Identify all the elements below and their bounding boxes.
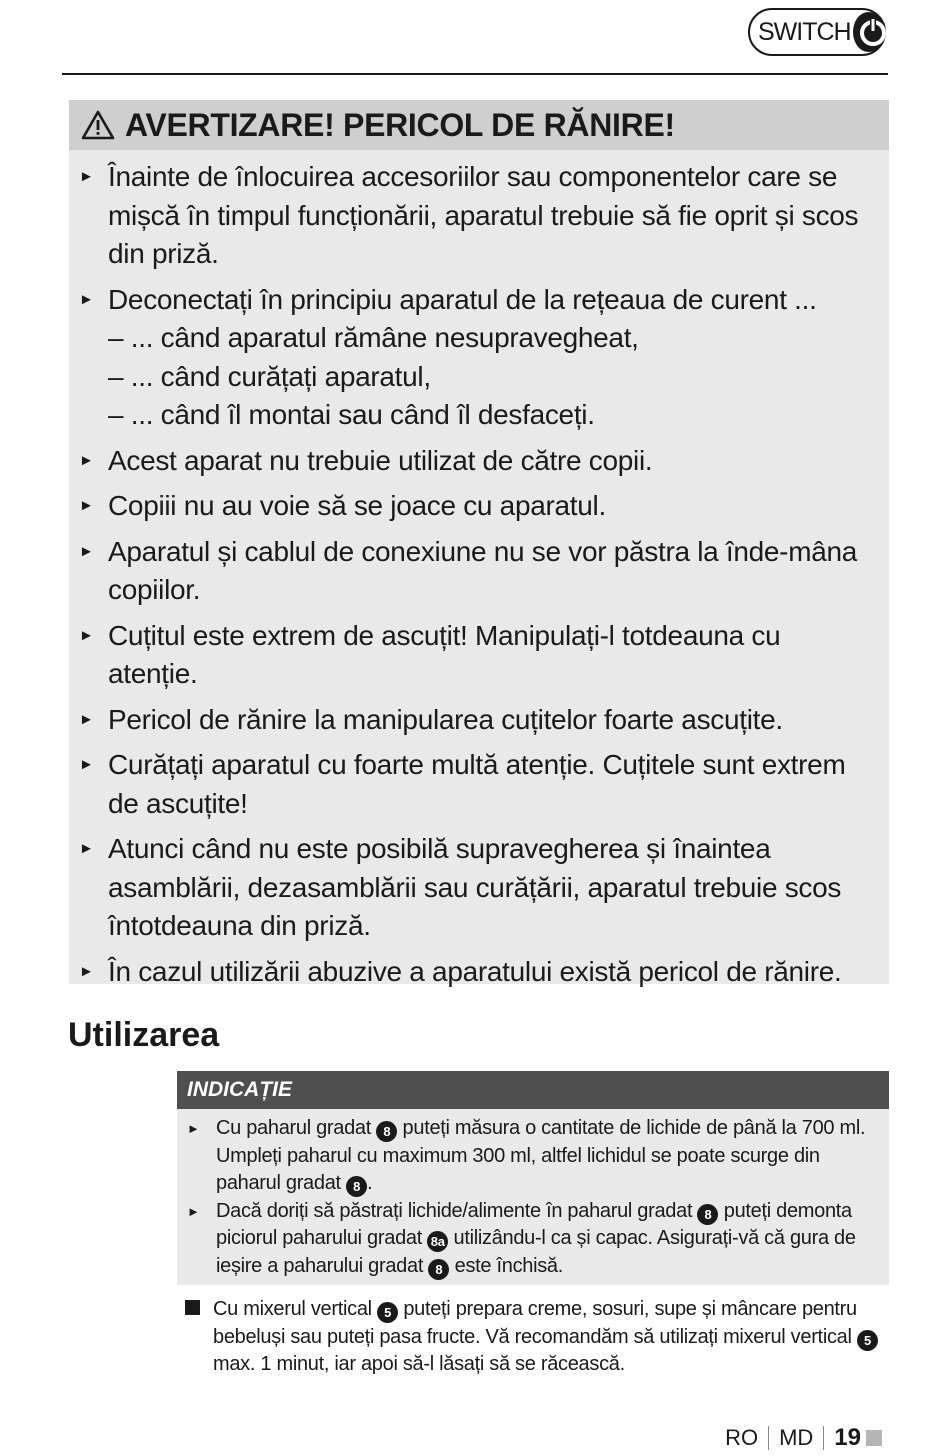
warning-box: [69, 100, 889, 987]
body-paragraph: Cu mixerul vertical 5 puteți prepara creme, sosuri, supe și mâncare pentru bebeluși sau puteți pasa fructe. Vă recomandăm să utilizați mixerul vertical 5 max. 1 minut, iar apoi să-l lăsați să se răcească.: [185, 1296, 918, 1379]
part-number-badge: 5: [377, 1302, 398, 1323]
warning-item: ► Pericol de rănire la manipularea cuțitelor foarte ascuțite.: [79, 701, 871, 740]
warning-header: [69, 100, 889, 150]
arrow-bullet-icon: ►: [79, 542, 94, 560]
square-bullet-icon: [185, 1300, 200, 1315]
warning-subitem: – ... când aparatul rămâne nesupravegheat,: [108, 322, 639, 353]
footer-divider: [823, 1426, 824, 1450]
arrow-bullet-icon: ►: [79, 168, 94, 185]
warning-title: AVERTIZARE! PERICOL DE RĂNIRE!: [125, 106, 675, 143]
warning-triangle-icon: [81, 110, 115, 140]
part-number-badge: 8: [428, 1259, 449, 1280]
arrow-bullet-icon: ►: [79, 497, 94, 514]
footer-divider: [768, 1426, 769, 1450]
logo-text: SWITCH: [758, 17, 851, 46]
warning-item: ► Copiii nu au voie să se joace cu aparatul.: [79, 487, 871, 526]
power-icon: [853, 12, 884, 52]
page-number: 19: [834, 1424, 861, 1451]
warning-item: ► Aparatul și cablul de conexiune nu se vor păstra la înde-mâna copiilor.: [79, 533, 871, 610]
arrow-bullet-icon: ►: [187, 1203, 200, 1219]
arrow-bullet-icon: ►: [79, 451, 94, 469]
warning-item: ► Acest aparat nu trebuie utilizat de către copii.: [79, 442, 871, 481]
note-box: [177, 1071, 889, 1285]
note-item: ► Cu paharul gradat 8 puteți măsura o cantitate de lichide de până la 700 ml. Umpleți paharul cu maximum 300 ml, altfel lichidul se poate scurge din paharul gradat 8 .: [187, 1115, 879, 1198]
footer-marker: [866, 1430, 882, 1446]
warning-item: ► În cazul utilizării abuzive a aparatului există pericol de rănire.: [79, 953, 871, 992]
warning-item: ► Atunci când nu este posibilă supravegherea și înaintea asamblării, dezasamblării sau curățării, aparatul trebuie scos întotdeauna din priză.: [79, 830, 871, 946]
note-body: [177, 1109, 889, 1285]
warning-item: ► Curățați aparatul cu foarte multă atenție. Cuțitele sunt extrem de ascuțite!: [79, 746, 871, 823]
part-number-badge: 5: [857, 1330, 878, 1351]
note-list: [187, 1115, 879, 1280]
header-rule: [62, 73, 888, 75]
note-header: INDICAȚIE: [177, 1071, 889, 1109]
arrow-bullet-icon: ►: [79, 710, 94, 728]
warning-subitem: – ... când curățați aparatul,: [108, 360, 431, 392]
language-code: RO: [725, 1425, 759, 1450]
warning-list: [69, 150, 889, 991]
page-footer: [725, 1424, 882, 1452]
arrow-bullet-icon: ►: [79, 290, 94, 308]
warning-item: ► Cuțitul este extrem de ascuțit! Manipulați-l totdeauna cu atenție.: [79, 617, 871, 694]
warning-item: ► Deconectați în principiu aparatul de la rețeaua de curent ... – ... când aparatul rămâne nesupravegheat, – ... când curățați aparatul, – ... când îl montai sau când îl desfaceți.: [79, 281, 871, 435]
part-number-badge: 8a: [427, 1231, 448, 1252]
part-number-badge: 8: [346, 1176, 367, 1197]
arrow-bullet-icon: ►: [187, 1121, 200, 1136]
part-number-badge: 8: [376, 1121, 397, 1142]
arrow-bullet-icon: ►: [79, 840, 94, 857]
arrow-bullet-icon: ►: [79, 626, 94, 644]
note-item: ► Dacă doriți să păstrați lichide/alimente în paharul gradat 8 puteți demonta piciorul paharului gradat 8a utilizându-l ca și capac. Asigurați-vă că gura de ieșire a paharului gradat 8 este închisă.: [187, 1198, 879, 1281]
section-title: Utilizarea: [68, 1016, 220, 1054]
warning-subitem: – ... când îl montai sau când îl desfaceți.: [108, 399, 595, 430]
warning-item: ► Înainte de înlocuirea accesoriilor sau componentelor care se mișcă în timpul funcționării, aparatul trebuie să fie oprit și scos din priză.: [79, 158, 871, 274]
language-code: MD: [779, 1425, 814, 1450]
part-number-badge: 8: [697, 1204, 718, 1225]
arrow-bullet-icon: ►: [79, 962, 94, 980]
switchon-logo: [748, 8, 886, 56]
arrow-bullet-icon: ►: [79, 756, 94, 773]
